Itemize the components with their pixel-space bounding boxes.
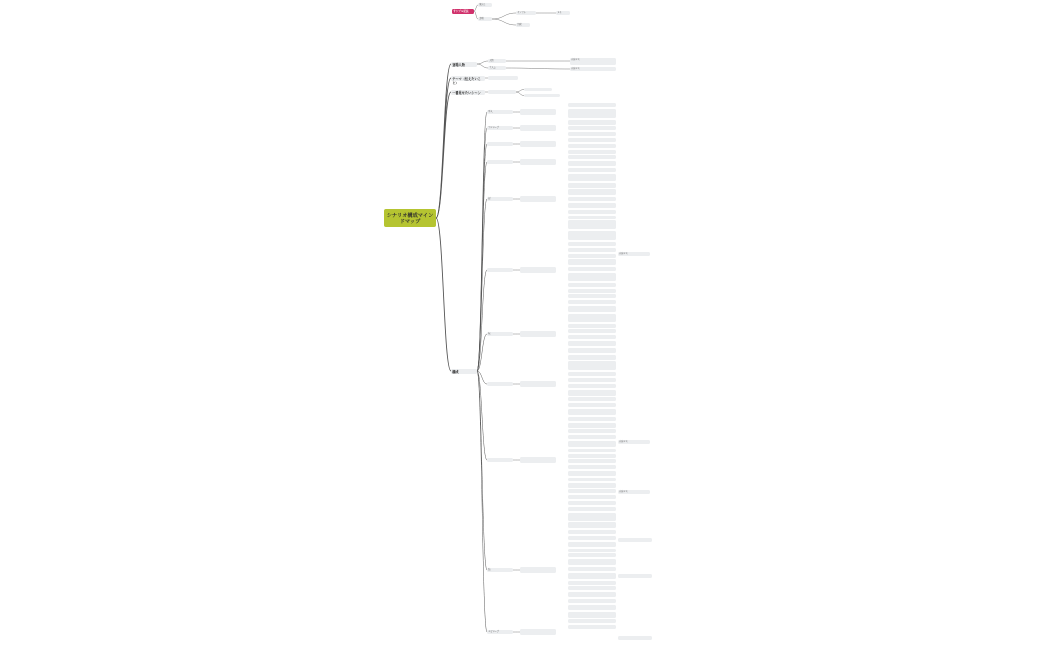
detail-node[interactable] [568,109,616,118]
connector-line [477,371,487,570]
detail-node[interactable] [568,248,616,252]
detail-node[interactable] [568,625,616,629]
branch-structure[interactable]: 構成 [451,369,477,374]
detail-node[interactable] [568,441,616,447]
detail-node[interactable] [568,168,616,172]
memo-node[interactable]: 内容メモ [570,58,616,65]
detail-node[interactable] [568,605,616,610]
detail-node[interactable] [568,559,616,565]
detail-node[interactable] [568,273,616,281]
connector-line [516,90,524,93]
detail-node[interactable] [568,483,616,488]
legend-node[interactable]: 見出し [478,3,492,7]
detail-node[interactable] [568,586,616,590]
detail-node[interactable] [487,142,513,146]
detail-node[interactable] [568,384,616,388]
detail-node[interactable] [520,125,556,131]
connector-line [492,13,516,19]
root-node[interactable]: シナリオ構成マインドマップ [384,209,436,227]
detail-node[interactable] [568,378,616,382]
detail-node[interactable] [568,417,616,421]
detail-node[interactable] [568,161,616,166]
detail-node[interactable] [568,335,616,339]
detail-node[interactable] [520,331,556,337]
detail-node[interactable] [568,465,616,469]
detail-node[interactable] [520,196,556,202]
memo-node[interactable]: 内容メモ [618,252,650,256]
detail-node[interactable] [568,573,616,579]
detail-node[interactable] [488,90,516,94]
detail-node[interactable] [568,210,616,214]
detail-node[interactable] [568,522,616,528]
detail-node[interactable] [520,457,556,463]
detail-node[interactable] [568,314,616,322]
detail-node[interactable] [618,636,652,640]
detail-node[interactable] [568,216,616,219]
detail-node[interactable] [568,355,616,360]
structure-node-ki[interactable]: 起 [487,197,513,201]
detail-node[interactable] [568,599,616,603]
detail-node[interactable] [568,567,616,571]
detail-node[interactable] [520,381,556,387]
detail-node[interactable] [568,324,616,328]
detail-node[interactable] [618,574,652,578]
detail-node[interactable] [568,138,616,142]
detail-node[interactable] [568,372,616,376]
detail-node[interactable] [520,109,556,115]
detail-node[interactable] [568,501,616,505]
legend-node[interactable]: 注釈 [516,23,530,27]
detail-node[interactable] [618,538,652,542]
detail-node[interactable] [568,220,616,229]
detail-node[interactable] [568,403,616,407]
detail-node[interactable] [568,592,616,597]
detail-node[interactable] [568,283,616,287]
detail-node[interactable] [524,94,560,97]
detail-node[interactable] [568,612,616,618]
connector-line [436,218,451,371]
detail-node[interactable] [568,150,616,154]
detail-node[interactable] [568,536,616,540]
structure-node-intro[interactable]: 導入 [487,110,513,114]
connector-line [477,61,488,64]
detail-node[interactable] [568,423,616,428]
sub-node-person[interactable]: 人物 [488,59,506,63]
detail-node[interactable] [568,390,616,396]
detail-node[interactable] [568,513,616,521]
connector-line [477,64,488,68]
detail-node[interactable] [520,629,556,635]
detail-node[interactable] [520,159,556,165]
memo-node[interactable]: 内容メモ [618,490,650,494]
detail-node[interactable] [568,409,616,415]
detail-node[interactable] [568,294,616,298]
detail-node[interactable] [568,542,616,547]
detail-node[interactable] [568,471,616,476]
detail-node[interactable] [568,231,616,240]
detail-node[interactable] [568,197,616,201]
detail-node[interactable] [568,103,616,107]
detail-node[interactable] [568,361,616,370]
detail-node[interactable] [487,268,513,272]
detail-node[interactable] [568,581,616,585]
connector-line [436,92,451,218]
detail-node[interactable] [568,254,616,258]
branch-key-scene[interactable]: 一番見せたいシーン [451,90,485,95]
detail-node[interactable] [568,203,616,208]
sub-node-protagonist[interactable]: 主人公 [488,66,506,70]
detail-node[interactable] [568,259,616,265]
detail-node[interactable] [568,155,616,159]
detail-node[interactable] [568,267,616,271]
detail-node[interactable] [568,619,616,623]
detail-node[interactable] [568,174,616,181]
detail-node[interactable] [487,382,513,386]
detail-node[interactable] [568,300,616,304]
memo-node[interactable]: 内容メモ [618,440,650,444]
detail-node[interactable] [568,454,616,458]
detail-node[interactable] [568,429,616,433]
detail-node[interactable] [487,458,513,462]
connector-line [516,92,524,96]
detail-node[interactable] [568,126,616,130]
connector-line [477,162,487,371]
legend-root-node[interactable]: サンプル記法 [452,9,474,14]
detail-node[interactable] [520,141,556,147]
connector-line [492,19,516,25]
detail-node[interactable] [568,132,616,136]
branch-theme[interactable]: テーマ（伝えたいこと） [451,76,485,81]
detail-node[interactable] [568,553,616,557]
detail-node[interactable] [568,530,616,534]
legend-node[interactable]: メモ [556,11,570,15]
detail-node[interactable] [568,435,616,439]
detail-node[interactable] [568,397,616,401]
detail-node[interactable] [568,329,616,333]
detail-node[interactable] [568,449,616,452]
detail-node[interactable] [568,459,616,463]
detail-node[interactable] [568,507,616,511]
detail-node[interactable] [488,76,518,80]
detail-node[interactable] [520,567,556,573]
detail-node[interactable] [568,495,616,499]
detail-node[interactable] [568,306,616,312]
detail-node[interactable] [524,88,552,91]
detail-node[interactable] [520,267,556,273]
detail-node[interactable] [568,289,616,293]
connector-line [506,68,570,69]
structure-node-ketsu[interactable]: 結 [487,568,513,572]
detail-node[interactable] [487,160,513,164]
detail-node[interactable] [568,189,616,195]
structure-node-prologue[interactable]: プロローグ [487,126,513,130]
detail-node[interactable] [568,120,616,125]
detail-node[interactable] [568,549,616,552]
detail-node[interactable] [568,242,616,246]
legend-node[interactable]: 説明 [478,17,492,21]
connector-line [477,371,487,632]
detail-node[interactable] [568,144,616,148]
memo-node[interactable]: 内容メモ [570,67,616,71]
detail-node[interactable] [568,478,616,481]
branch-characters[interactable]: 登場人物 [451,62,477,67]
connector-line [477,199,487,371]
legend-node[interactable]: サンプル [516,11,536,15]
structure-node-ten[interactable]: 転 [487,332,513,336]
detail-node[interactable] [568,348,616,353]
structure-node-epilogue[interactable]: エピローグ [487,630,513,634]
detail-node[interactable] [568,183,616,188]
detail-node[interactable] [568,489,616,493]
detail-node[interactable] [568,341,616,346]
